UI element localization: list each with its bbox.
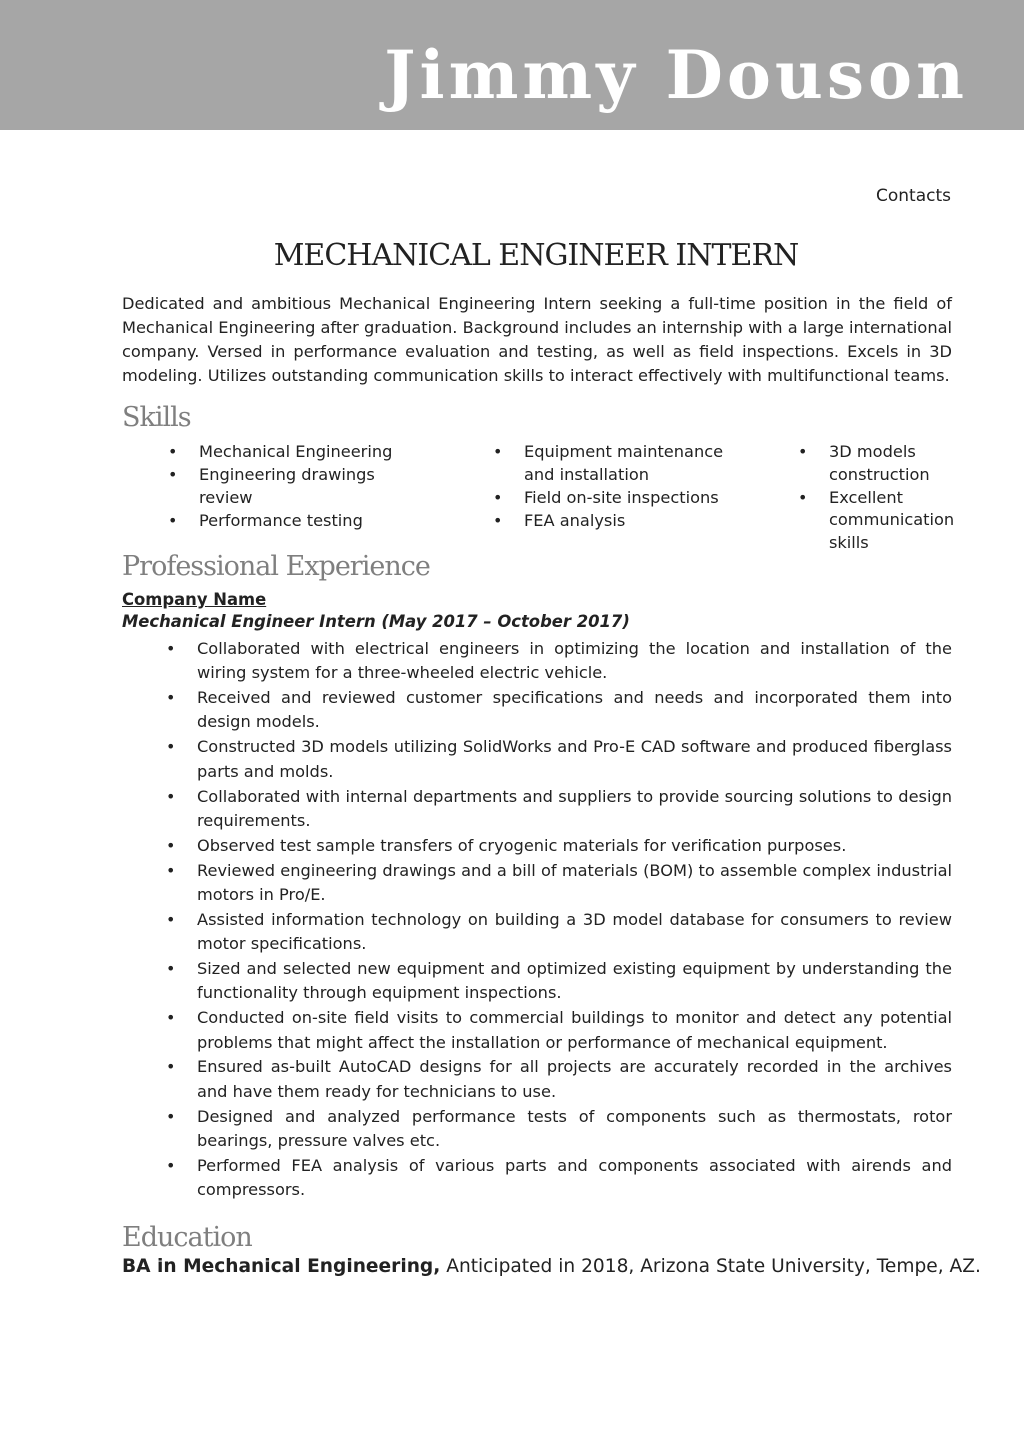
header-band xyxy=(0,0,1024,130)
experience-bullet: • Assisted information technology on building a 3D model database for consumers to review motor specifications. xyxy=(166,908,952,957)
education-degree: BA in Mechanical Engineering, xyxy=(122,1256,441,1277)
skills-column-2 xyxy=(493,441,728,533)
skill-item: • Performance testing xyxy=(168,510,403,533)
role-title: Mechanical Engineer Intern (May 2017 – October 2017) xyxy=(122,612,630,631)
experience-bullet: • Performed FEA analysis of various parts and components associated with airends and compressors. xyxy=(166,1154,952,1203)
contacts-label[interactable]: Contacts xyxy=(876,186,951,206)
experience-bullet: • Ensured as-built AutoCAD designs for all projects are accurately recorded in the archives and have them ready for technicians to use. xyxy=(166,1055,952,1104)
experience-bullet: • Observed test sample transfers of cryogenic materials for verification purposes. xyxy=(166,834,952,858)
experience-bullet: • Collaborated with electrical engineers in optimizing the location and installation of the wiring system for a three-wheeled electric vehicle. xyxy=(166,637,952,686)
skill-item: • Engineering drawings review xyxy=(168,464,403,509)
experience-bullet: • Received and reviewed customer specifications and needs and incorporated them into design models. xyxy=(166,686,952,735)
skill-item: • Equipment maintenance and installation xyxy=(493,441,728,486)
experience-bullet: • Designed and analyzed performance tests of components such as thermostats, rotor bearings, pressure valves etc. xyxy=(166,1105,952,1154)
skill-item: • Field on-site inspections xyxy=(493,487,728,510)
experience-bullets xyxy=(166,637,952,1203)
experience-bullet: • Collaborated with internal departments and suppliers to provide sourcing solutions to design requirements. xyxy=(166,785,952,834)
skill-item: • Mechanical Engineering xyxy=(168,441,403,464)
experience-bullet: • Conducted on-site field visits to commercial buildings to monitor and detect any potential problems that might affect the installation or performance of mechanical equipment. xyxy=(166,1006,952,1055)
skills-column-1 xyxy=(168,441,403,533)
skills-column-3 xyxy=(798,441,958,555)
education-details: Anticipated in 2018, Arizona State University, Tempe, AZ. xyxy=(440,1256,981,1277)
skill-item: • 3D models construction xyxy=(798,441,958,486)
skill-item: • FEA analysis xyxy=(493,510,728,533)
job-title: MECHANICAL ENGINEER INTERN xyxy=(273,238,799,273)
company-name: Company Name xyxy=(122,590,267,609)
experience-heading: Professional Experience xyxy=(122,551,430,582)
summary-paragraph: Dedicated and ambitious Mechanical Engineering Intern seeking a full-time position in the field of Mechanical Engineering after graduation. Background includes an internship with a large international company. Versed in performance evaluation and testing, as well as field inspections. Excels in 3D modeling. Utilizes outstanding communication skills to interact effectively with multifunctional teams. xyxy=(122,294,952,385)
experience-bullet: • Sized and selected new equipment and optimized existing equipment by understanding the functionality through equipment inspections. xyxy=(166,957,952,1006)
education-heading: Education xyxy=(122,1222,252,1253)
experience-bullet: • Constructed 3D models utilizing SolidWorks and Pro-E CAD software and produced fiberglass parts and molds. xyxy=(166,735,952,784)
skill-item: • Excellent communication skills xyxy=(798,487,958,555)
education-entry xyxy=(122,1256,981,1277)
experience-bullet: • Reviewed engineering drawings and a bill of materials (BOM) to assemble complex industrial motors in Pro/E. xyxy=(166,859,952,908)
candidate-name: Jimmy Douson xyxy=(384,36,968,114)
skills-heading: Skills xyxy=(122,402,191,433)
